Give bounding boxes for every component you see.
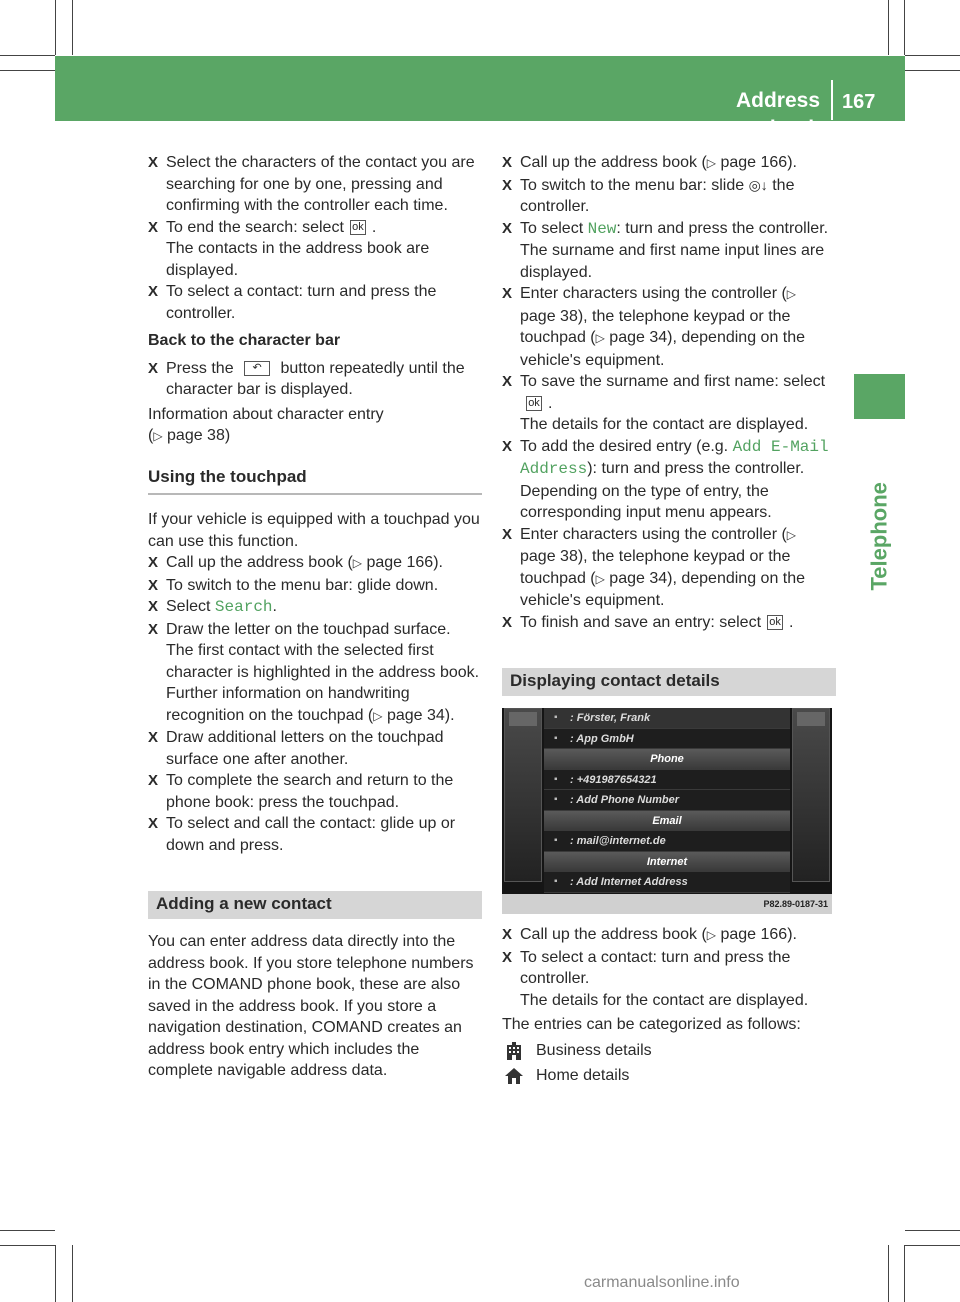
step-text: To switch to the menu bar: slide [520, 176, 745, 194]
crop-mark [888, 0, 889, 55]
crop-mark [888, 1245, 889, 1302]
step-text: Select [166, 598, 211, 615]
screen-contact-row [544, 770, 790, 791]
page-title: Address book [735, 89, 820, 140]
adding-paragraph: You can enter address data directly into the address book. If you store telephone numbers in the COMAND phone book, these are also saved in the address book. If you store a navigation destination, COMAND creates an address book entry which includes the complete navigable address data. [148, 933, 474, 1079]
info-line: Information about character entry [148, 405, 384, 423]
step-text-end: . [789, 613, 794, 631]
step-item [502, 371, 836, 436]
crop-mark [55, 0, 56, 55]
step-text: To save the surname and first name: select [520, 373, 826, 391]
page-ref: page 166). [720, 926, 797, 944]
page-ref: page 34), depending on the vehicle's equipment. [520, 329, 806, 369]
left-column [148, 152, 482, 1082]
step-text: Press the [166, 359, 234, 377]
right-column [502, 152, 836, 1087]
step-text-end: . [548, 394, 553, 412]
step-item [148, 619, 482, 728]
step-note [166, 683, 482, 727]
crop-mark [72, 0, 73, 55]
screen-row-text: : +491987654321 [570, 773, 657, 786]
step-text: X To select a contact: turn and press the controller. [520, 948, 791, 988]
header-separator [831, 80, 833, 120]
step-note: The first contact with the selected first character is highlighted in the address book. [166, 642, 480, 681]
crop-mark [905, 1230, 960, 1231]
category-home [502, 1065, 836, 1087]
step-text: To select and call the contact: glide up or down and press. [166, 815, 456, 854]
step-item [502, 283, 836, 371]
page-ref: page 38), the telephone keypad or the touchpad ( [520, 548, 791, 587]
step-item [148, 281, 482, 324]
step-note: The details for the contact are displayed. [520, 416, 809, 434]
section-heading-box: Adding a new contact [148, 891, 482, 919]
step-note-text: Further information on handwriting recognition on the touchpad ( [166, 685, 410, 724]
controller-slide-down-icon: ◎↓ [748, 176, 768, 193]
screen-row-text: Phone [650, 753, 684, 766]
building-icon [504, 1041, 524, 1061]
step-text: To add the desired entry (e.g. [520, 437, 729, 455]
step-text: To complete the search and return to the phone book: press the touchpad. [166, 772, 454, 811]
step-text: ): turn and press the controller. [587, 460, 805, 478]
screen-category-header [544, 852, 790, 873]
watermark: carmanualsonline.info [584, 1274, 740, 1291]
screen-category-header [544, 749, 790, 770]
page-ref-arrow-icon: ▷ [786, 527, 797, 542]
page-ref-arrow-icon: ▷ [595, 331, 605, 346]
side-tab-label: Telephone [866, 482, 892, 591]
screen-back-icon [509, 712, 537, 726]
step-item [502, 218, 836, 284]
step-text: To finish and save an entry: select [520, 613, 762, 631]
screen-contact-row [544, 729, 790, 750]
crop-mark [904, 0, 905, 55]
screen-row-icon: ▪ [554, 773, 558, 785]
step-item [502, 612, 836, 634]
step-text: Call up the address book ( [166, 554, 353, 571]
categories-intro: The entries can be categorized as follows: [502, 1016, 801, 1034]
step-item [148, 575, 482, 597]
page-ref-arrow-icon: ▷ [153, 429, 163, 443]
subheading: Back to the character bar [148, 332, 341, 349]
page-ref-arrow-icon: ▷ [595, 571, 605, 586]
step-text: the controller. [520, 176, 795, 216]
category-label: Business details [536, 1041, 652, 1059]
step-item [148, 813, 482, 856]
screen-row-icon: ▪ [554, 876, 558, 888]
category-business [502, 1040, 836, 1062]
screen-row-text: Email [652, 814, 682, 827]
step-item [148, 358, 482, 401]
step-key-line [520, 393, 836, 415]
step-item [502, 436, 836, 524]
menu-item-add-email: Add E-Mail Address [520, 437, 829, 479]
screen-row-text: : App GmbH [570, 732, 634, 745]
screen-row-text: : Förster, Frank [570, 712, 651, 725]
step-text: Call up the address book ( [520, 154, 707, 171]
screen-category-header [544, 811, 790, 832]
info-ref: page 38) [167, 427, 231, 444]
crop-mark [55, 1245, 56, 1302]
page-ref: page 166). [720, 154, 797, 171]
step-item [148, 217, 482, 282]
crop-mark [0, 55, 55, 56]
menu-item-search: Search [214, 598, 273, 616]
page-ref: page 34). [386, 706, 455, 724]
step-note: The details for the contact are displayed. [520, 991, 809, 1009]
screen-row-text: : Add Phone Number [570, 794, 679, 807]
page-ref: page 38), the telephone keypad or the touchpad ( [520, 307, 791, 347]
screen-side-panel [792, 708, 830, 882]
step-item [502, 524, 836, 612]
screen-row-icon: ▪ [554, 835, 558, 847]
step-note: The contacts in the address book are displayed. [166, 240, 430, 279]
screen-contact-list [544, 708, 790, 893]
page-ref-arrow-icon: ▷ [706, 928, 717, 943]
contact-details-screenshot [502, 708, 832, 914]
page-ref-arrow-icon: ▷ [706, 156, 717, 170]
page-ref-arrow-icon: ▷ [352, 556, 363, 570]
page-number: 167 [842, 91, 876, 113]
crop-mark [72, 1245, 73, 1302]
step-item [148, 596, 482, 619]
step-item [502, 152, 836, 175]
step-text: To end the search: select [166, 218, 344, 236]
step-text: Call up the address book ( [520, 926, 707, 944]
step-text: Enter characters using the controller ( [520, 285, 787, 303]
page-ref-arrow-icon: ▷ [373, 708, 383, 723]
crop-mark [904, 1245, 905, 1302]
step-item [502, 947, 836, 1012]
ok-key-icon: ok [767, 615, 783, 630]
screen-side-panel [504, 708, 542, 882]
screen-contact-row [544, 708, 790, 729]
screen-contact-row [544, 831, 790, 852]
step-text: X Select the characters of the contact you are searching for one by one, pressing and confirming with the controller each time. [166, 154, 475, 214]
ok-key-icon: ok [350, 220, 366, 235]
page-ref: page 34), depending on the vehicle's equipment. [520, 569, 806, 610]
step-text: To select [520, 219, 584, 237]
crop-mark [905, 55, 960, 56]
step-text: button repeatedly until the character bar is displayed. [166, 359, 465, 398]
step-text: To switch to the menu bar: glide down. [166, 576, 439, 594]
info-prefix: ( [148, 427, 154, 444]
step-item [502, 924, 836, 947]
crop-mark [905, 1245, 960, 1246]
section-heading-box: Displaying contact details [502, 668, 836, 696]
category-label: Home details [536, 1067, 630, 1085]
screen-row-icon: ▪ [554, 712, 558, 724]
crop-mark [0, 1245, 55, 1246]
step-text: X Draw the letter on the touchpad surface. [166, 620, 451, 638]
side-tab-marker [854, 374, 905, 419]
step-text: Draw additional letters on the touchpad surface one after another. [166, 729, 444, 768]
step-note: Depending on the type of entry, the corresponding input menu appears. [520, 482, 772, 522]
step-item [148, 770, 482, 813]
crop-mark [0, 70, 55, 71]
crop-mark [905, 70, 960, 71]
step-note: The surname and first name input lines are displayed. [520, 242, 825, 281]
screen-row-icon: ▪ [554, 732, 558, 744]
intro-paragraph: If your vehicle is equipped with a touchpad you can use this function. [148, 511, 480, 550]
screen-contact-row [544, 790, 790, 811]
step-text: : turn and press the controller. [616, 219, 829, 237]
crop-mark [0, 1230, 55, 1231]
step-item [502, 175, 836, 218]
screen-row-text: Internet [646, 855, 688, 868]
page-ref: page 166). [366, 554, 443, 571]
ok-key-icon: ok [526, 396, 542, 411]
house-icon [504, 1066, 524, 1086]
screen-contact-row [544, 872, 790, 893]
image-code: P82.89-0187-31 [502, 894, 832, 914]
page-ref-arrow-icon: ▷ [786, 287, 797, 302]
step-item [148, 152, 482, 217]
menu-item-new: New [587, 219, 617, 238]
step-text: X To select a contact: turn and press the controller. [166, 283, 437, 322]
screen-row-text: : mail@internet.de [570, 835, 666, 848]
step-item [148, 727, 482, 770]
info-paragraph [148, 404, 482, 448]
screen-row-icon: ▪ [554, 794, 558, 806]
step-item [148, 552, 482, 575]
screen-row-text: : Add Internet Address [570, 876, 688, 889]
back-button-icon: ↶ [244, 361, 270, 376]
screen-options-icon [797, 712, 825, 726]
step-text-end: . [272, 598, 277, 615]
section-heading: Using the touchpad [148, 466, 482, 496]
step-text: Enter characters using the controller ( [520, 525, 787, 543]
step-text-end: . [371, 218, 377, 236]
